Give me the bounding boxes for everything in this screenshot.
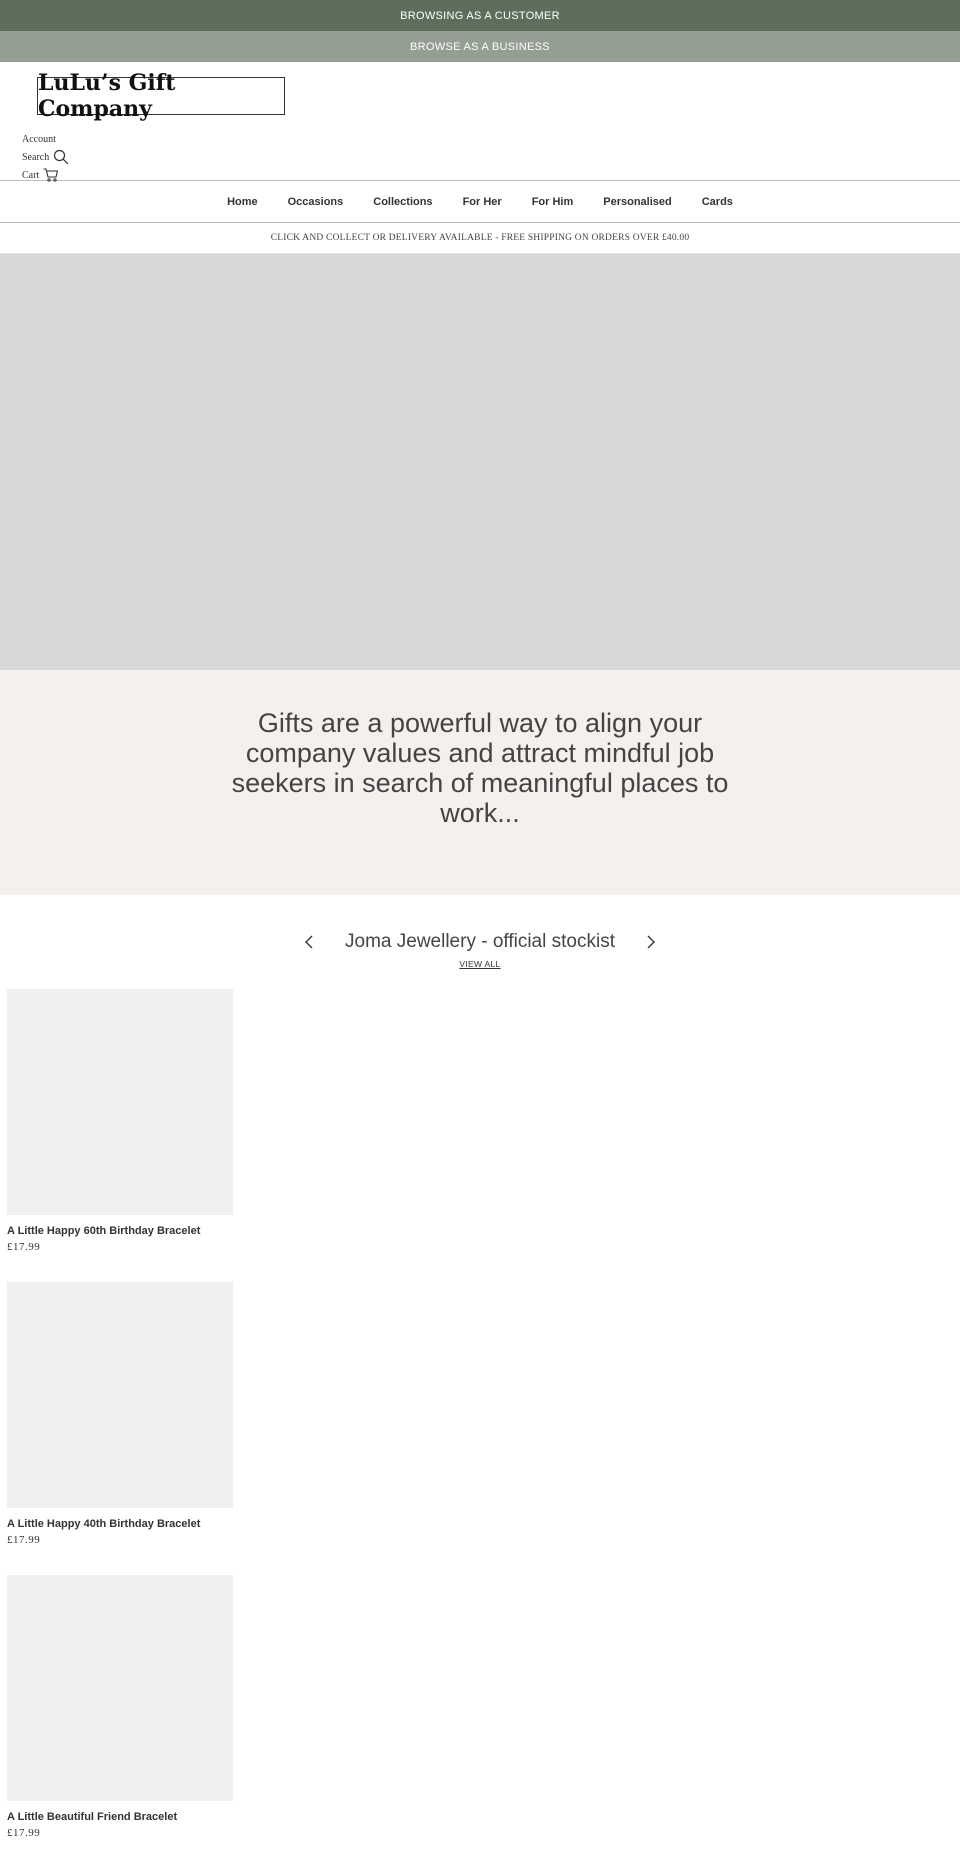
browsing-as-customer-bar[interactable] [0, 0, 960, 31]
shipping-banner-text: CLICK AND COLLECT OR DELIVERY AVAILABLE - FREE SHIPPING ON ORDERS OVER £40.00 [270, 233, 690, 243]
browse-as-business-bar[interactable] [0, 31, 960, 62]
product-list [0, 989, 960, 1839]
nav-item-home[interactable]: Home [227, 195, 258, 208]
search-icon [53, 149, 69, 165]
product-name[interactable]: A Little Happy 60th Birthday Bracelet [7, 1225, 201, 1237]
search-link[interactable] [22, 148, 69, 166]
logo-text: LuLu’s Gift Company [38, 70, 176, 122]
chevron-right-icon[interactable] [643, 934, 659, 950]
cart-link[interactable] [22, 166, 69, 184]
product-price: £17.99 [7, 1534, 41, 1546]
product-card[interactable] [7, 1282, 233, 1546]
cart-icon [43, 168, 58, 182]
product-image[interactable] [7, 1575, 233, 1801]
view-all-link[interactable]: VIEW ALL [459, 959, 501, 969]
nav-item-collections[interactable]: Collections [373, 195, 433, 208]
product-name[interactable]: A Little Happy 40th Birthday Bracelet [7, 1518, 201, 1530]
search-label: Search [22, 151, 50, 163]
nav-item-personalised[interactable]: Personalised [603, 195, 672, 208]
main-nav [0, 180, 960, 223]
product-price: £17.99 [7, 1241, 41, 1253]
nav-item-for-her[interactable]: For Her [462, 195, 502, 208]
product-card[interactable] [7, 989, 233, 1253]
quote-text: Gifts are a powerful way to align your company values and attract mindful job seekers in search of meaningful places to work... [231, 707, 729, 828]
product-price: £17.99 [7, 1827, 41, 1839]
nav-item-for-him[interactable]: For Him [531, 195, 574, 208]
shipping-banner [0, 223, 960, 254]
collection-header [0, 895, 960, 989]
browsing-as-customer-label: BROWSING AS A CUSTOMER [400, 9, 560, 22]
collection-title-row [301, 931, 659, 953]
quote-section [0, 670, 960, 895]
chevron-left-icon[interactable] [301, 934, 317, 950]
hero-image[interactable] [0, 254, 960, 670]
account-label: Account [22, 133, 56, 145]
logo[interactable] [37, 70, 285, 122]
nav-item-cards[interactable]: Cards [701, 195, 733, 208]
product-name[interactable]: A Little Beautiful Friend Bracelet [7, 1811, 178, 1823]
account-link[interactable] [22, 130, 69, 148]
product-image[interactable] [7, 1282, 233, 1508]
product-image[interactable] [7, 989, 233, 1215]
nav-item-occasions[interactable]: Occasions [287, 195, 344, 208]
utility-links [22, 130, 69, 184]
site-header [0, 62, 960, 180]
browse-as-business-label: BROWSE AS A BUSINESS [410, 40, 550, 53]
collection-title: Joma Jewellery - official stockist [345, 931, 615, 952]
product-card[interactable] [7, 1575, 233, 1839]
cart-label: Cart [22, 169, 40, 181]
